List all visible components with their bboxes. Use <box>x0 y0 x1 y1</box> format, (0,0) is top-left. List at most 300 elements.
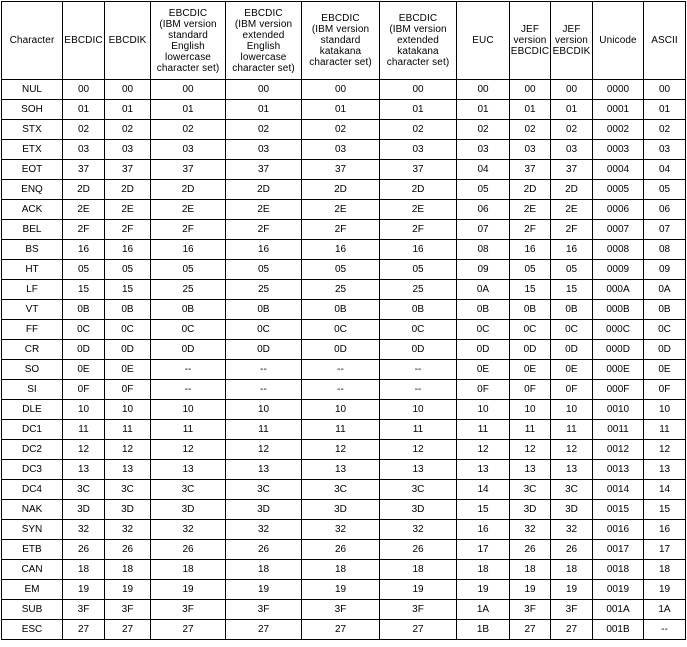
code-value-cell: 16 <box>63 240 105 260</box>
code-value-cell: 11 <box>457 420 510 440</box>
code-value-cell: 0B <box>457 300 510 320</box>
code-value-cell: 0004 <box>593 160 644 180</box>
code-value-cell: 05 <box>380 260 457 280</box>
code-value-cell: 32 <box>302 520 380 540</box>
code-value-cell: 18 <box>226 560 302 580</box>
code-value-cell: -- <box>380 360 457 380</box>
code-value-cell: 2F <box>551 220 593 240</box>
code-value-cell: 0018 <box>593 560 644 580</box>
code-value-cell: 2F <box>105 220 151 240</box>
code-value-cell: 0B <box>380 300 457 320</box>
code-value-cell: 10 <box>151 400 226 420</box>
code-value-cell: 0C <box>226 320 302 340</box>
code-value-cell: 3D <box>63 500 105 520</box>
code-value-cell: 3D <box>510 500 551 520</box>
column-header: EBCDIC <box>63 2 105 80</box>
code-value-cell: 15 <box>510 280 551 300</box>
code-value-cell: 16 <box>457 520 510 540</box>
code-value-cell: 03 <box>226 140 302 160</box>
code-value-cell: 3F <box>63 600 105 620</box>
code-value-cell: 3C <box>302 480 380 500</box>
code-value-cell: 02 <box>151 120 226 140</box>
code-value-cell: 10 <box>226 400 302 420</box>
code-value-cell: 0E <box>457 360 510 380</box>
code-value-cell: -- <box>151 380 226 400</box>
column-header: EBCDIK <box>105 2 151 80</box>
code-value-cell: 32 <box>151 520 226 540</box>
code-value-cell: 10 <box>63 400 105 420</box>
table-row <box>2 420 686 440</box>
code-value-cell: 12 <box>644 440 686 460</box>
table-row <box>2 200 686 220</box>
code-value-cell: 2D <box>151 180 226 200</box>
code-value-cell: 0007 <box>593 220 644 240</box>
code-value-cell: 37 <box>151 160 226 180</box>
code-value-cell: 12 <box>63 440 105 460</box>
character-name-cell: EOT <box>2 160 63 180</box>
code-value-cell: 0F <box>551 380 593 400</box>
code-value-cell: 01 <box>105 100 151 120</box>
code-value-cell: 27 <box>380 620 457 640</box>
column-header: EBCDIC (IBM version extended English lowercase character set) <box>226 2 302 80</box>
character-name-cell: BS <box>2 240 63 260</box>
code-value-cell: 11 <box>226 420 302 440</box>
code-value-cell: 11 <box>510 420 551 440</box>
table-row <box>2 480 686 500</box>
code-value-cell: 16 <box>151 240 226 260</box>
code-value-cell: 00 <box>457 80 510 100</box>
code-value-cell: 3C <box>105 480 151 500</box>
code-value-cell: 05 <box>510 260 551 280</box>
code-value-cell: 00 <box>151 80 226 100</box>
code-value-cell: 000E <box>593 360 644 380</box>
code-value-cell: 00 <box>302 80 380 100</box>
code-value-cell: 27 <box>302 620 380 640</box>
character-name-cell: SO <box>2 360 63 380</box>
code-value-cell: 0B <box>151 300 226 320</box>
code-value-cell: 0008 <box>593 240 644 260</box>
code-value-cell: 25 <box>226 280 302 300</box>
code-value-cell: 25 <box>151 280 226 300</box>
character-name-cell: CAN <box>2 560 63 580</box>
code-value-cell: 13 <box>380 460 457 480</box>
code-value-cell: 12 <box>457 440 510 460</box>
code-value-cell: 18 <box>380 560 457 580</box>
code-value-cell: 13 <box>63 460 105 480</box>
code-value-cell: 000B <box>593 300 644 320</box>
column-header: EBCDIC (IBM version extended katakana character set) <box>380 2 457 80</box>
code-value-cell: 12 <box>380 440 457 460</box>
code-value-cell: 0B <box>302 300 380 320</box>
code-value-cell: 0014 <box>593 480 644 500</box>
table-row <box>2 80 686 100</box>
character-name-cell: DC3 <box>2 460 63 480</box>
character-name-cell: LF <box>2 280 63 300</box>
code-value-cell: 0C <box>457 320 510 340</box>
code-value-cell: 25 <box>380 280 457 300</box>
code-value-cell: 0009 <box>593 260 644 280</box>
column-header: EBCDIC (IBM version standard English lowercase character set) <box>151 2 226 80</box>
code-value-cell: 0015 <box>593 500 644 520</box>
code-value-cell: 26 <box>63 540 105 560</box>
code-value-cell: 18 <box>302 560 380 580</box>
table-row <box>2 240 686 260</box>
code-value-cell: 0B <box>644 300 686 320</box>
code-value-cell: 000C <box>593 320 644 340</box>
code-value-cell: 37 <box>551 160 593 180</box>
code-value-cell: 0D <box>457 340 510 360</box>
code-value-cell: 18 <box>457 560 510 580</box>
code-value-cell: 01 <box>644 100 686 120</box>
code-value-cell: 18 <box>510 560 551 580</box>
code-value-cell: 0C <box>380 320 457 340</box>
code-value-cell: 26 <box>105 540 151 560</box>
column-header: JEF version EBCDIK <box>551 2 593 80</box>
code-value-cell: 19 <box>302 580 380 600</box>
character-name-cell: ESC <box>2 620 63 640</box>
code-value-cell: 37 <box>380 160 457 180</box>
code-value-cell: 18 <box>551 560 593 580</box>
code-value-cell: 02 <box>63 120 105 140</box>
code-value-cell: 27 <box>226 620 302 640</box>
code-value-cell: 11 <box>151 420 226 440</box>
code-value-cell: 26 <box>226 540 302 560</box>
code-value-cell: 07 <box>457 220 510 240</box>
code-value-cell: 0003 <box>593 140 644 160</box>
code-value-cell: 19 <box>457 580 510 600</box>
column-header: EUC <box>457 2 510 80</box>
code-value-cell: 32 <box>63 520 105 540</box>
character-name-cell: FF <box>2 320 63 340</box>
code-value-cell: 3F <box>510 600 551 620</box>
code-value-cell: 2D <box>551 180 593 200</box>
code-value-cell: 0010 <box>593 400 644 420</box>
code-value-cell: 000A <box>593 280 644 300</box>
code-value-cell: 37 <box>63 160 105 180</box>
code-value-cell: 05 <box>551 260 593 280</box>
code-value-cell: 27 <box>510 620 551 640</box>
code-value-cell: 0B <box>510 300 551 320</box>
table-row <box>2 580 686 600</box>
code-value-cell: 10 <box>457 400 510 420</box>
table-row <box>2 260 686 280</box>
code-value-cell: 0017 <box>593 540 644 560</box>
code-value-cell: 13 <box>644 460 686 480</box>
code-value-cell: 03 <box>105 140 151 160</box>
code-value-cell: 05 <box>457 180 510 200</box>
code-value-cell: 05 <box>644 180 686 200</box>
code-value-cell: -- <box>302 380 380 400</box>
code-value-cell: 3F <box>151 600 226 620</box>
code-value-cell: 03 <box>380 140 457 160</box>
code-value-cell: 19 <box>151 580 226 600</box>
code-value-cell: 0A <box>644 280 686 300</box>
table-header-row <box>2 2 686 80</box>
code-value-cell: 001A <box>593 600 644 620</box>
code-value-cell: 3C <box>226 480 302 500</box>
code-value-cell: 11 <box>644 420 686 440</box>
code-value-cell: 16 <box>510 240 551 260</box>
code-value-cell: 17 <box>457 540 510 560</box>
code-value-cell: 3C <box>380 480 457 500</box>
code-value-cell: 0D <box>644 340 686 360</box>
code-value-cell: 16 <box>380 240 457 260</box>
code-value-cell: -- <box>151 360 226 380</box>
column-header: Character <box>2 2 63 80</box>
code-value-cell: 13 <box>457 460 510 480</box>
code-value-cell: 0005 <box>593 180 644 200</box>
character-name-cell: BEL <box>2 220 63 240</box>
code-value-cell: 1B <box>457 620 510 640</box>
code-value-cell: 02 <box>226 120 302 140</box>
code-value-cell: 0F <box>457 380 510 400</box>
code-value-cell: 2E <box>302 200 380 220</box>
code-value-cell: 13 <box>302 460 380 480</box>
code-value-cell: 03 <box>644 140 686 160</box>
table-row <box>2 300 686 320</box>
code-value-cell: 2D <box>226 180 302 200</box>
code-value-cell: 03 <box>457 140 510 160</box>
code-value-cell: 12 <box>151 440 226 460</box>
code-value-cell: 03 <box>302 140 380 160</box>
code-value-cell: 0019 <box>593 580 644 600</box>
code-value-cell: 02 <box>302 120 380 140</box>
table-row <box>2 160 686 180</box>
code-value-cell: 12 <box>105 440 151 460</box>
code-value-cell: 13 <box>105 460 151 480</box>
code-value-cell: 06 <box>457 200 510 220</box>
character-code-table <box>1 1 686 640</box>
code-value-cell: 16 <box>551 240 593 260</box>
code-value-cell: 12 <box>226 440 302 460</box>
code-value-cell: 0B <box>105 300 151 320</box>
code-value-cell: 13 <box>510 460 551 480</box>
code-value-cell: 3F <box>105 600 151 620</box>
code-value-cell: 0D <box>302 340 380 360</box>
code-value-cell: 03 <box>551 140 593 160</box>
code-value-cell: 0D <box>226 340 302 360</box>
character-name-cell: DC4 <box>2 480 63 500</box>
code-value-cell: 0012 <box>593 440 644 460</box>
code-value-cell: 2E <box>380 200 457 220</box>
code-value-cell: 3D <box>380 500 457 520</box>
code-value-cell: 15 <box>63 280 105 300</box>
code-value-cell: 12 <box>302 440 380 460</box>
code-value-cell: 0C <box>510 320 551 340</box>
character-name-cell: NAK <box>2 500 63 520</box>
code-value-cell: 27 <box>63 620 105 640</box>
code-value-cell: -- <box>380 380 457 400</box>
code-value-cell: 001B <box>593 620 644 640</box>
code-value-cell: 01 <box>457 100 510 120</box>
code-value-cell: 3D <box>226 500 302 520</box>
code-value-cell: 2F <box>510 220 551 240</box>
table-row <box>2 100 686 120</box>
code-value-cell: 3C <box>551 480 593 500</box>
table-row <box>2 440 686 460</box>
table-row <box>2 520 686 540</box>
code-value-cell: 19 <box>105 580 151 600</box>
code-value-cell: 2F <box>63 220 105 240</box>
code-value-cell: 26 <box>510 540 551 560</box>
code-value-cell: 32 <box>380 520 457 540</box>
code-value-cell: 04 <box>457 160 510 180</box>
code-value-cell: 3D <box>105 500 151 520</box>
code-value-cell: 0C <box>63 320 105 340</box>
character-name-cell: ETX <box>2 140 63 160</box>
code-value-cell: 3C <box>63 480 105 500</box>
code-value-cell: 0011 <box>593 420 644 440</box>
table-row <box>2 560 686 580</box>
code-value-cell: 08 <box>644 240 686 260</box>
code-value-cell: 10 <box>380 400 457 420</box>
code-value-cell: 05 <box>151 260 226 280</box>
table-row <box>2 380 686 400</box>
code-value-cell: 2D <box>380 180 457 200</box>
code-value-cell: 0C <box>151 320 226 340</box>
table-row <box>2 280 686 300</box>
code-value-cell: 37 <box>105 160 151 180</box>
code-value-cell: 3D <box>151 500 226 520</box>
code-value-cell: 27 <box>551 620 593 640</box>
code-value-cell: 02 <box>105 120 151 140</box>
character-name-cell: ETB <box>2 540 63 560</box>
code-value-cell: -- <box>226 360 302 380</box>
code-value-cell: 000F <box>593 380 644 400</box>
code-value-cell: 14 <box>644 480 686 500</box>
code-value-cell: 01 <box>302 100 380 120</box>
code-value-cell: 2E <box>105 200 151 220</box>
character-name-cell: CR <box>2 340 63 360</box>
code-value-cell: 2E <box>226 200 302 220</box>
code-value-cell: 0E <box>105 360 151 380</box>
code-value-cell: 19 <box>510 580 551 600</box>
table-row <box>2 320 686 340</box>
code-value-cell: 27 <box>151 620 226 640</box>
code-value-cell: -- <box>644 620 686 640</box>
code-value-cell: -- <box>226 380 302 400</box>
code-value-cell: 08 <box>457 240 510 260</box>
code-value-cell: 11 <box>105 420 151 440</box>
code-value-cell: 0E <box>63 360 105 380</box>
code-value-cell: 32 <box>510 520 551 540</box>
code-value-cell: 2D <box>302 180 380 200</box>
code-value-cell: 3C <box>151 480 226 500</box>
character-name-cell: DLE <box>2 400 63 420</box>
code-value-cell: 2D <box>510 180 551 200</box>
code-value-cell: 37 <box>302 160 380 180</box>
character-name-cell: SOH <box>2 100 63 120</box>
code-value-cell: 10 <box>510 400 551 420</box>
code-value-cell: 19 <box>63 580 105 600</box>
table-row <box>2 220 686 240</box>
table-row <box>2 180 686 200</box>
code-value-cell: 0C <box>644 320 686 340</box>
code-value-cell: 01 <box>226 100 302 120</box>
character-name-cell: SYN <box>2 520 63 540</box>
code-value-cell: 0D <box>63 340 105 360</box>
code-value-cell: 32 <box>105 520 151 540</box>
code-value-cell: 0F <box>644 380 686 400</box>
code-value-cell: 0A <box>457 280 510 300</box>
character-name-cell: DC2 <box>2 440 63 460</box>
code-value-cell: 3C <box>510 480 551 500</box>
code-value-cell: 14 <box>457 480 510 500</box>
code-value-cell: 05 <box>63 260 105 280</box>
character-name-cell: HT <box>2 260 63 280</box>
code-value-cell: 3F <box>302 600 380 620</box>
code-value-cell: 0D <box>105 340 151 360</box>
code-value-cell: 01 <box>551 100 593 120</box>
table-row <box>2 600 686 620</box>
code-value-cell: 0016 <box>593 520 644 540</box>
code-value-cell: 16 <box>644 520 686 540</box>
code-value-cell: 17 <box>644 540 686 560</box>
code-value-cell: 15 <box>457 500 510 520</box>
code-value-cell: 02 <box>380 120 457 140</box>
code-value-cell: 0D <box>380 340 457 360</box>
code-value-cell: 16 <box>105 240 151 260</box>
code-value-cell: 0F <box>105 380 151 400</box>
code-value-cell: 05 <box>302 260 380 280</box>
table-row <box>2 620 686 640</box>
code-value-cell: 01 <box>380 100 457 120</box>
code-value-cell: 18 <box>644 560 686 580</box>
code-value-cell: 00 <box>644 80 686 100</box>
code-value-cell: 00 <box>380 80 457 100</box>
code-value-cell: 10 <box>105 400 151 420</box>
code-value-cell: 0006 <box>593 200 644 220</box>
code-value-cell: 13 <box>151 460 226 480</box>
code-value-cell: 00 <box>63 80 105 100</box>
character-name-cell: DC1 <box>2 420 63 440</box>
code-value-cell: 11 <box>302 420 380 440</box>
code-value-cell: 12 <box>551 440 593 460</box>
code-value-cell: 03 <box>510 140 551 160</box>
code-value-cell: 0B <box>551 300 593 320</box>
code-value-cell: 0E <box>510 360 551 380</box>
code-value-cell: 2E <box>151 200 226 220</box>
code-value-cell: 2F <box>302 220 380 240</box>
table-row <box>2 120 686 140</box>
code-value-cell: 0E <box>551 360 593 380</box>
code-value-cell: 18 <box>151 560 226 580</box>
code-value-cell: 02 <box>510 120 551 140</box>
code-value-cell: 19 <box>380 580 457 600</box>
code-value-cell: 3F <box>551 600 593 620</box>
character-name-cell: SUB <box>2 600 63 620</box>
code-value-cell: 2F <box>226 220 302 240</box>
code-value-cell: 1A <box>644 600 686 620</box>
table-row <box>2 340 686 360</box>
table-row <box>2 360 686 380</box>
code-value-cell: 00 <box>226 80 302 100</box>
code-value-cell: 03 <box>63 140 105 160</box>
code-value-cell: 2D <box>105 180 151 200</box>
code-value-cell: 18 <box>105 560 151 580</box>
code-value-cell: 0001 <box>593 100 644 120</box>
code-value-cell: 02 <box>457 120 510 140</box>
code-value-cell: 2D <box>63 180 105 200</box>
character-name-cell: NUL <box>2 80 63 100</box>
code-value-cell: 27 <box>105 620 151 640</box>
column-header: EBCDIC (IBM version standard katakana character set) <box>302 2 380 80</box>
code-value-cell: 15 <box>644 500 686 520</box>
code-value-cell: 0B <box>63 300 105 320</box>
code-value-cell: 19 <box>644 580 686 600</box>
code-value-cell: 18 <box>63 560 105 580</box>
code-value-cell: 11 <box>63 420 105 440</box>
